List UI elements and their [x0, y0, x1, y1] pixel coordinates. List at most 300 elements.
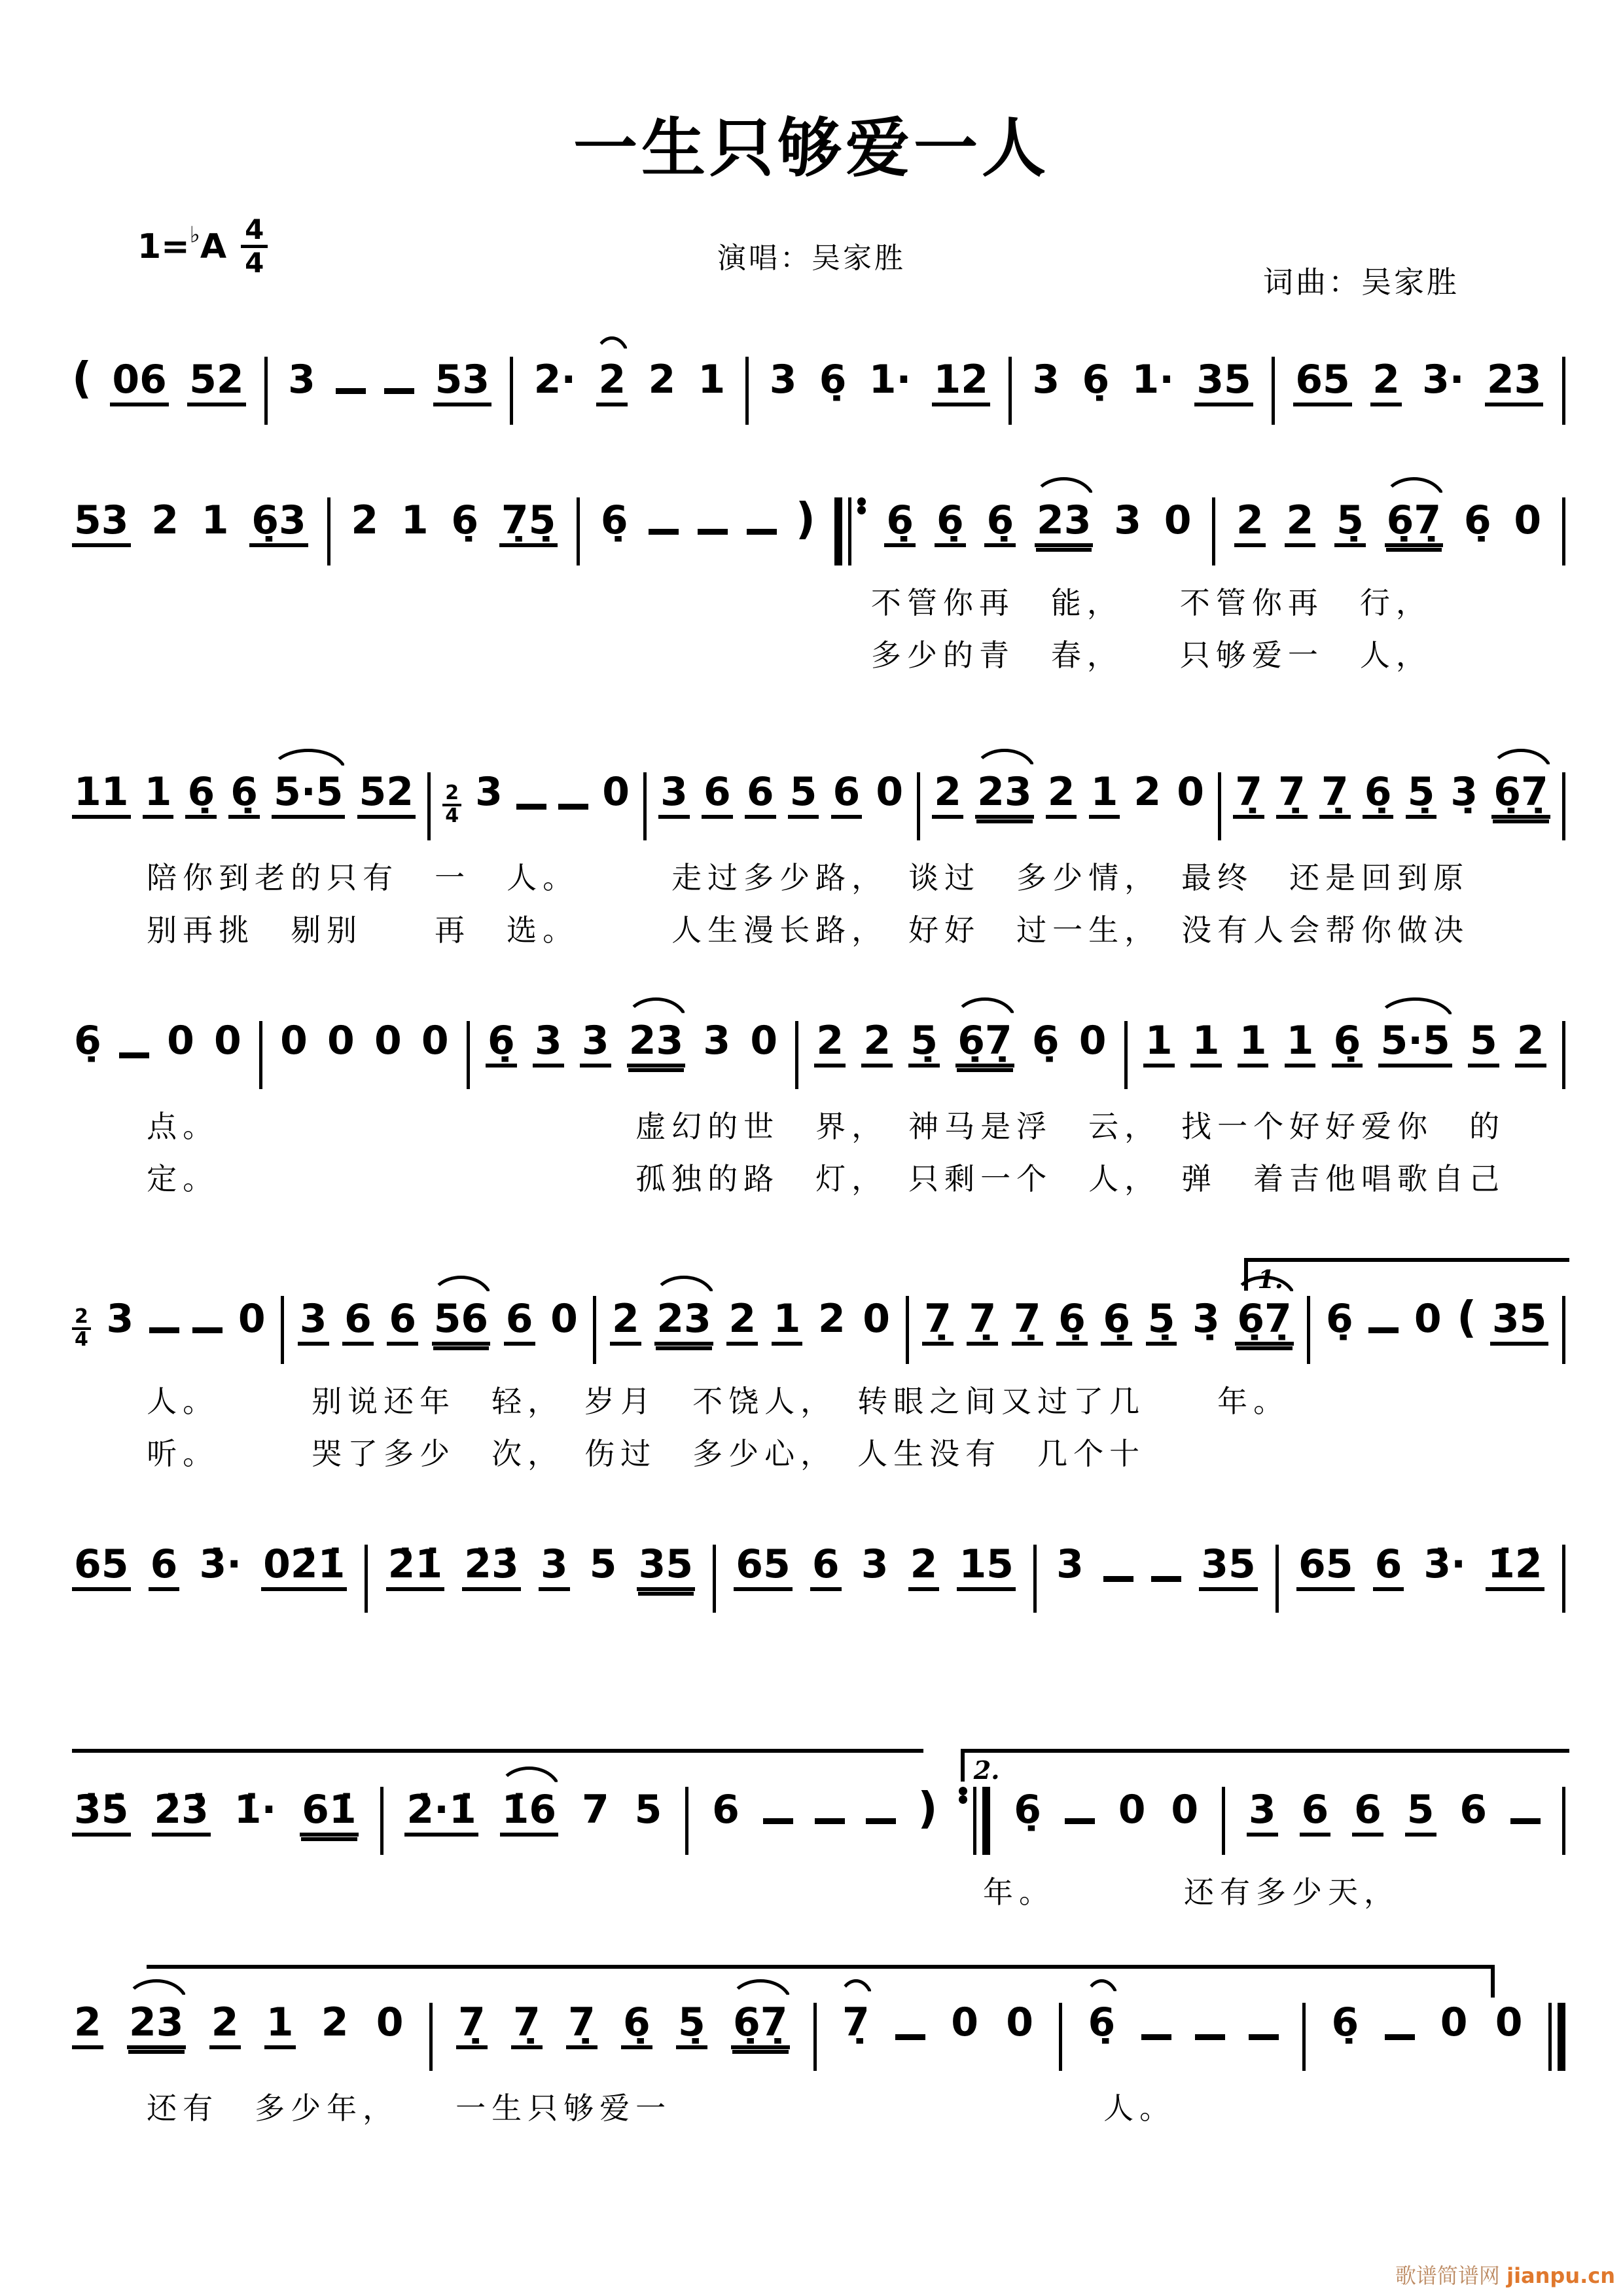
system	[72, 1018, 1565, 1196]
note: 3̇·	[199, 1541, 242, 1587]
dash-note	[895, 2034, 925, 2040]
note: 6̣	[486, 1021, 517, 1067]
volta-bracket	[72, 1749, 923, 1782]
barline	[643, 772, 647, 840]
note: 0	[951, 2000, 978, 2045]
note: 3	[703, 1018, 731, 1064]
note: 3	[1247, 1790, 1278, 1837]
footer-watermark	[1395, 2259, 1615, 2289]
note: 1	[1238, 1021, 1269, 1067]
notes-row	[72, 2000, 1565, 2071]
note: 6̣	[884, 501, 916, 547]
notes-wrap	[72, 1018, 1565, 1089]
lyrics-line: 还有 多少年， 一生只够爱一 人。	[147, 2090, 1176, 2126]
lyrics-line: 陪你到老的只有 一 人。 走过多少路， 谈过 多少情， 最终 还是回到原	[147, 860, 1470, 895]
note: 2	[932, 772, 963, 819]
note: 0	[1514, 497, 1542, 543]
dot	[959, 1795, 967, 1804]
note: 3	[580, 1021, 611, 1067]
note: 5̣	[676, 2003, 707, 2049]
barline	[1562, 1021, 1565, 1089]
system	[72, 769, 1565, 948]
meter-change-2-4	[72, 1304, 91, 1351]
barline	[745, 357, 749, 425]
barline	[1008, 357, 1012, 425]
note: 6̣3	[249, 501, 308, 547]
meter-numerator: 2	[442, 783, 461, 806]
note: 23	[627, 1021, 686, 1067]
barline	[510, 357, 513, 425]
dash-note	[149, 1327, 179, 1333]
note: 3·	[1422, 357, 1465, 403]
barline	[427, 772, 431, 840]
note: 6̣	[1014, 1787, 1042, 1833]
note: 1	[264, 2003, 296, 2049]
note: 3	[1032, 357, 1060, 403]
note: 2	[151, 497, 179, 543]
dash-note	[1368, 1327, 1399, 1333]
barline	[467, 1021, 470, 1089]
meter-denominator: 4	[445, 804, 459, 827]
note: 6	[504, 1299, 535, 1346]
parenthesis: (	[72, 353, 92, 403]
note: 6̣	[1056, 1299, 1088, 1346]
note: 6̣7̣	[1385, 501, 1444, 547]
note: 1̇6	[500, 1790, 559, 1837]
note: 5	[1405, 1790, 1436, 1837]
note: 6	[831, 772, 863, 819]
barline	[1218, 772, 1221, 840]
note: 6̣	[1363, 772, 1394, 819]
note: 0	[863, 1296, 890, 1342]
note: 6	[1300, 1790, 1331, 1837]
dash-note	[1065, 1818, 1095, 1824]
key-prefix: 1=	[137, 226, 190, 266]
note: 7	[581, 1787, 609, 1833]
note: 5·5	[272, 772, 345, 819]
note: 0	[376, 2000, 404, 2045]
parenthesis: (	[1457, 1292, 1477, 1342]
note: 0	[1118, 1787, 1146, 1833]
meter-numerator: 2	[72, 1307, 91, 1330]
note: 11	[72, 772, 131, 819]
note: 61̇	[300, 1790, 359, 1837]
note: 2	[1515, 1021, 1546, 1067]
lyrics-line: 别再挑 剔别 再 选。 人生漫长路， 好好 过一生， 没有人会帮你做决	[147, 912, 1470, 948]
note: 6̣	[621, 2003, 652, 2049]
bar-thick	[982, 1787, 990, 1855]
note: 6̣	[1331, 2000, 1359, 2045]
note: 2·	[533, 357, 577, 403]
note: 56	[432, 1299, 491, 1346]
meter-denominator: 4	[75, 1327, 88, 1351]
system	[72, 1265, 1565, 1471]
note: 7̣	[511, 2003, 543, 2049]
note: 7̣	[967, 1299, 998, 1346]
lyrics-line: 人。 别说还年 轻， 岁月 不饶人， 转眼之间又过了几 年。	[147, 1384, 1290, 1419]
barline	[713, 1545, 716, 1613]
note: 35	[1490, 1299, 1549, 1346]
dash-note	[1385, 2034, 1415, 2040]
note: 6	[149, 1545, 180, 1591]
note: 2	[908, 1545, 940, 1591]
barline	[365, 1545, 368, 1613]
system	[72, 493, 1565, 673]
barline	[813, 2003, 817, 2071]
note: 6	[1459, 1787, 1488, 1833]
note: 2	[1046, 772, 1077, 819]
note: 35	[637, 1545, 696, 1591]
note: 2	[596, 360, 628, 406]
barline	[1562, 1296, 1565, 1364]
bar-thick	[1558, 2003, 1565, 2071]
note: 7̣	[1276, 772, 1308, 819]
note: 5̣	[1334, 501, 1366, 547]
note: 0	[1171, 1787, 1199, 1833]
dash-note	[119, 1052, 149, 1058]
note: 2	[861, 1021, 893, 1067]
final-barline	[1548, 2003, 1565, 2071]
dash-note	[1151, 1576, 1181, 1582]
note: 0	[1006, 2000, 1033, 2045]
note: 35	[1194, 360, 1253, 406]
barline	[577, 497, 580, 565]
note: 3	[1056, 1541, 1084, 1587]
dash-note	[1510, 1818, 1541, 1824]
note: 52	[357, 772, 416, 819]
dash-note	[698, 529, 728, 535]
note: 6	[342, 1299, 374, 1346]
notes-wrap	[72, 1265, 1565, 1364]
meter-change-2-4	[442, 783, 461, 826]
note: 3	[533, 1021, 564, 1067]
repeat-end	[959, 1787, 990, 1855]
notes-row	[72, 493, 1565, 565]
volta-bracket	[147, 1965, 1495, 1998]
key-note: A	[200, 226, 227, 266]
notes-row	[72, 1292, 1565, 1364]
dash-note	[384, 388, 414, 394]
lyrics-line: 定。 孤独的路 灯， 只剩一个 人， 弹 着吉他唱歌自己	[147, 1161, 1506, 1196]
note: 23	[127, 2003, 186, 2049]
note: 0	[421, 1018, 449, 1064]
note: 0	[327, 1018, 355, 1064]
note: 7̣	[922, 1299, 954, 1346]
note: 7̣	[566, 2003, 597, 2049]
note: 5	[634, 1787, 662, 1833]
note: 7̣	[456, 2003, 488, 2049]
note: 0	[238, 1296, 266, 1342]
barline	[1124, 1021, 1128, 1089]
note: 2	[817, 1296, 846, 1342]
dash-note	[1195, 2034, 1225, 2040]
note: 1	[143, 772, 174, 819]
note: 5	[1468, 1021, 1499, 1067]
note: 7̣	[1012, 1299, 1043, 1346]
note: 3̇·	[1423, 1541, 1466, 1587]
note: 6	[745, 772, 776, 819]
note: 12	[932, 360, 991, 406]
barline	[1272, 357, 1275, 425]
notes-wrap	[72, 2000, 1565, 2071]
volta-bracket	[1244, 1258, 1569, 1294]
note: 23	[654, 1299, 713, 1346]
note: 5̣	[1146, 1299, 1177, 1346]
note: 7̣	[1233, 772, 1264, 819]
notes-wrap	[72, 353, 1565, 425]
notes-wrap	[72, 1755, 1565, 1855]
note: 6̣7̣	[731, 2003, 790, 2049]
note: 1	[401, 497, 429, 543]
note: 3	[861, 1541, 889, 1587]
barline	[1212, 497, 1215, 565]
barline	[327, 497, 330, 565]
note: 65	[734, 1545, 793, 1591]
note: 23	[975, 772, 1034, 819]
note: 1	[772, 1299, 803, 1346]
note: 15	[957, 1545, 1016, 1591]
barline	[380, 1787, 383, 1855]
note: 0	[550, 1296, 578, 1342]
notes-row	[72, 1783, 1565, 1855]
note: 2	[610, 1299, 641, 1346]
note: 2	[1133, 769, 1162, 815]
note: 6	[387, 1299, 418, 1346]
dash-note	[815, 1818, 845, 1824]
note: 2	[814, 1021, 846, 1067]
note: 2	[321, 2000, 349, 2045]
lyrics-line: 年。 还有多少天，	[983, 1874, 1400, 1910]
note: 6	[810, 1545, 842, 1591]
singer-credit: 演唱：吴家胜	[717, 242, 906, 275]
note: 2̇·1̇	[404, 1790, 478, 1837]
notes-wrap	[72, 1541, 1565, 1613]
note: 7̣	[840, 2003, 872, 2045]
system	[72, 353, 1565, 425]
note: 1	[1089, 772, 1120, 819]
note: 2	[726, 1299, 758, 1346]
note: 35	[1199, 1545, 1258, 1591]
barline	[1033, 1545, 1037, 1613]
note: 65	[1293, 360, 1352, 406]
bar-thin	[973, 1787, 976, 1855]
dash-note	[336, 388, 366, 394]
note: 06	[110, 360, 169, 406]
lyrics-line: 多少的青 春， 只够爱一 人，	[870, 637, 1432, 673]
repeat-dots	[959, 1787, 967, 1855]
barline	[917, 772, 920, 840]
meter-denominator: 4	[245, 247, 264, 279]
note: 6̣	[451, 497, 479, 543]
notes-row	[72, 769, 1565, 840]
note: 1·	[868, 357, 912, 403]
note: 2̇3̇	[152, 1790, 211, 1837]
note: 7̣5̣	[499, 501, 558, 547]
barline	[1562, 1787, 1565, 1855]
note: 1	[201, 497, 229, 543]
note: 0	[876, 769, 904, 815]
bar-thick	[834, 497, 842, 565]
lyrics-line: 听。 哭了多少 次， 伤过 多少心， 人生没有 几个十	[147, 1436, 1146, 1471]
note: 6	[1352, 1790, 1383, 1837]
note: 1	[1285, 1021, 1316, 1067]
note: 6̣	[1086, 2003, 1118, 2045]
note: 0	[1177, 769, 1205, 815]
barline	[1307, 1296, 1310, 1364]
note: 0	[1414, 1296, 1442, 1342]
note: 3	[658, 772, 690, 819]
notes-row	[72, 1541, 1565, 1613]
barline	[1059, 2003, 1062, 2071]
notes-row	[72, 1018, 1565, 1089]
note: 6̣	[74, 1018, 101, 1064]
system	[72, 2000, 1565, 2126]
repeat-begin	[834, 497, 866, 565]
barline	[1562, 497, 1565, 565]
note: 0	[167, 1018, 194, 1064]
note: 5̣	[1406, 772, 1437, 819]
system	[72, 1755, 1565, 1910]
parenthesis: )	[795, 493, 815, 544]
notes-row	[72, 353, 1565, 425]
note: 2	[648, 357, 676, 403]
note: 1	[698, 357, 726, 403]
note: 7̣	[1319, 772, 1351, 819]
note: 6̣	[600, 497, 628, 543]
note: 6̣	[228, 772, 260, 819]
note: 3	[288, 357, 315, 403]
note: 5	[788, 772, 819, 819]
dot	[857, 506, 866, 514]
note: 3̣	[1192, 1296, 1220, 1342]
note: 6̣	[1082, 357, 1110, 403]
lyrics-line: 点。 虚幻的世 界， 神马是浮 云， 找一个好好爱你 的	[147, 1109, 1506, 1144]
note: 6̣	[984, 501, 1016, 547]
notes-wrap	[72, 493, 1565, 565]
song-title: 一生只够爱一人	[573, 111, 1050, 186]
note: 6̣7̣	[1491, 772, 1550, 819]
note: 1	[1143, 1021, 1175, 1067]
volta-label: 1.	[1257, 1265, 1284, 1294]
note: 6̣	[185, 772, 217, 819]
note: 6̣7̣	[1235, 1299, 1294, 1346]
dash-note	[747, 529, 777, 535]
note: 6	[712, 1787, 740, 1833]
note: 23	[1035, 501, 1094, 547]
note: 6̣	[819, 357, 847, 403]
note: 3	[539, 1545, 570, 1591]
note: 3	[475, 769, 503, 815]
note: 0	[750, 1018, 778, 1064]
note: 53	[72, 501, 131, 547]
note: 0	[374, 1018, 402, 1064]
dash-note	[763, 1818, 793, 1824]
note: 2	[209, 2003, 241, 2049]
note: 3	[106, 1296, 134, 1342]
barline	[685, 1787, 688, 1855]
barline	[795, 1021, 798, 1089]
note: 3	[298, 1299, 329, 1346]
bar-thin	[1548, 2003, 1552, 2071]
repeat-dots	[857, 497, 866, 565]
dash-note	[192, 1327, 223, 1333]
note: 6̣	[1325, 1296, 1353, 1342]
meter-numerator: 4	[241, 216, 268, 248]
note: 65	[72, 1545, 131, 1591]
note: 0	[280, 1018, 308, 1064]
footer-site-name: 歌谱简谱网	[1395, 2263, 1500, 2288]
note: 3̣	[1450, 769, 1478, 815]
note: 2̇3̇	[462, 1545, 521, 1591]
flat-icon: ♭	[189, 221, 200, 248]
note: 0	[602, 769, 630, 815]
bar-thin	[848, 497, 851, 565]
note: 1·	[1132, 357, 1175, 403]
notes-wrap	[72, 769, 1565, 840]
note: 23	[1485, 360, 1544, 406]
note: 2	[72, 2003, 103, 2049]
barline	[259, 1021, 262, 1089]
note: 6̣	[1101, 1299, 1132, 1346]
dash-note	[1141, 2034, 1171, 2040]
note: 1̇·	[234, 1787, 277, 1833]
note: 3	[1114, 497, 1141, 543]
note: 0	[1440, 2000, 1468, 2045]
note: 52	[187, 360, 246, 406]
note: 1̇2̇	[1486, 1545, 1544, 1591]
note: 2	[1285, 501, 1316, 547]
barline	[281, 1296, 284, 1364]
note: 6̣	[935, 501, 966, 547]
note: 0	[1495, 2000, 1523, 2045]
footer-site-domain: jianpu.cn	[1507, 2263, 1615, 2288]
dash-note	[866, 1818, 896, 1824]
note: 5	[589, 1541, 617, 1587]
lyrics-line: 不管你再 能， 不管你再 行，	[870, 585, 1432, 620]
note: 0	[1164, 497, 1192, 543]
note: 1	[1190, 1021, 1222, 1067]
barline	[593, 1296, 596, 1364]
dash-note	[1103, 1576, 1133, 1582]
note: 2	[1234, 501, 1266, 547]
note: 6	[1373, 1545, 1404, 1591]
note: 0	[214, 1018, 241, 1064]
dash-note	[516, 804, 546, 810]
system	[72, 1541, 1565, 1613]
note: 6̣	[1463, 497, 1491, 543]
note: 5̣	[908, 1021, 940, 1067]
note: 3	[769, 357, 797, 403]
note: 53	[433, 360, 492, 406]
barline	[1275, 1545, 1279, 1613]
note: 02̇1̇	[261, 1545, 347, 1591]
barline	[1562, 357, 1565, 425]
dot	[959, 1787, 967, 1795]
note: 2	[1370, 360, 1402, 406]
barline	[1302, 2003, 1306, 2071]
barline	[906, 1296, 909, 1364]
note: 65	[1296, 1545, 1355, 1591]
note: 6̣7̣	[955, 1021, 1014, 1067]
volta-label: 2.	[973, 1755, 1000, 1785]
volta-bracket	[961, 1749, 1569, 1785]
barline	[264, 357, 268, 425]
composer-credit: 词曲：吴家胜	[1263, 264, 1459, 300]
dash-note	[1249, 2034, 1279, 2040]
barline	[1562, 1545, 1565, 1613]
barline	[1222, 1787, 1225, 1855]
dot	[857, 497, 866, 506]
